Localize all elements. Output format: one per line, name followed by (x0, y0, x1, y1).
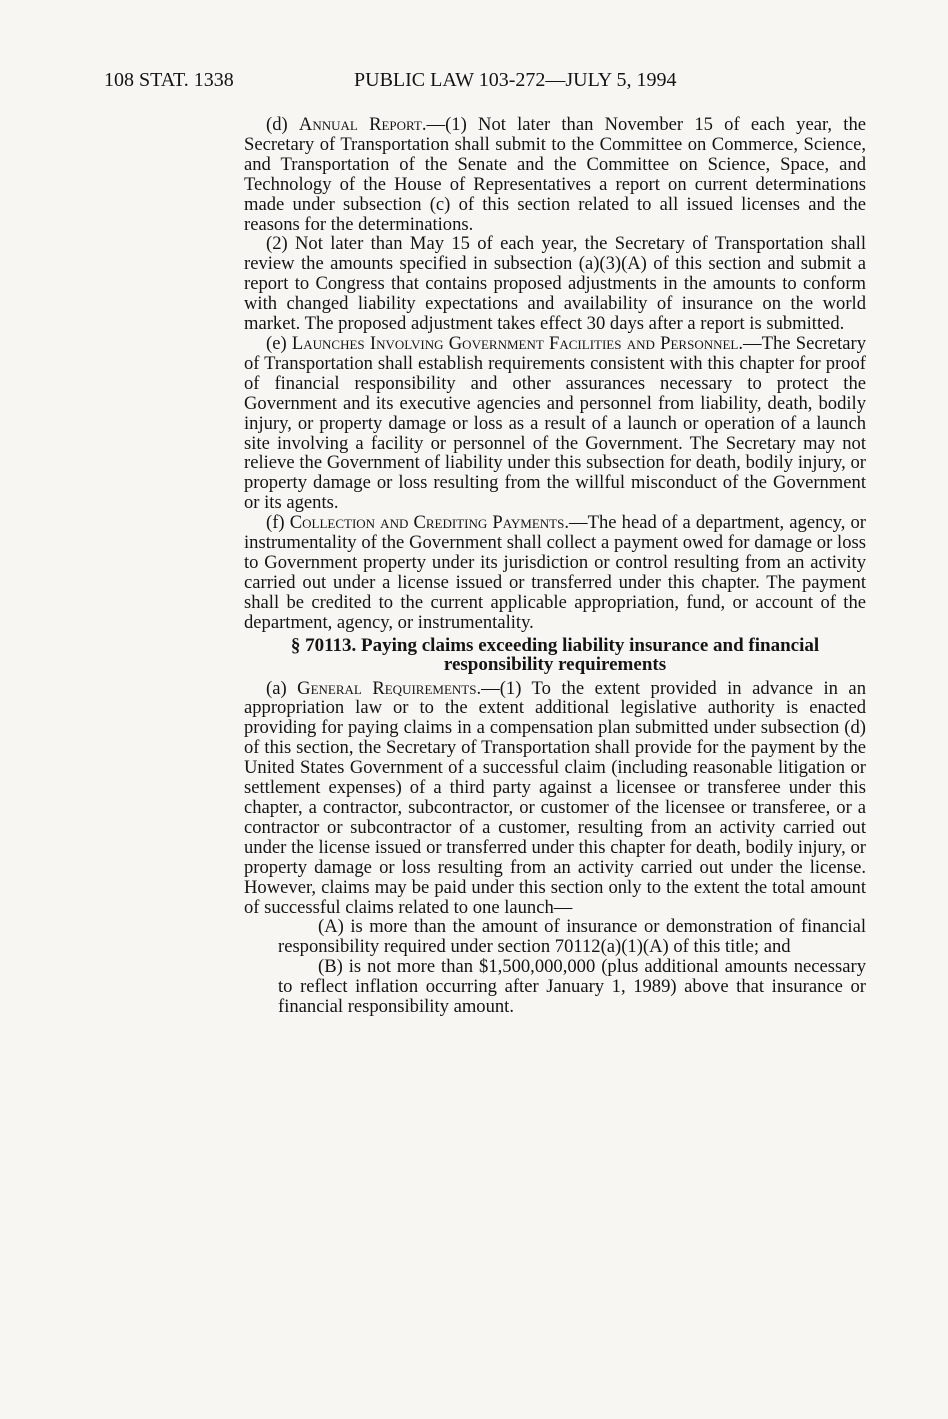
statute-page-number: 108 STAT. 1338 (104, 69, 234, 91)
section-title: Paying claims exceeding liability insurance and financial responsibility requirements (361, 634, 820, 675)
paragraph-text: —The Secretary of Transportation shall establish requirements consistent with this chapter for proof of financial responsibility and other assurances necessary to protect the Government and its executive agencies and personnel from liability, death, bodily injury, or property damage or loss as a result of a launch or operation of a launch site involving a facility or personnel of the Government. The Secretary may not relieve the Government of liability under this subsection for death, bodily injury, or property damage or loss resulting from the willful misconduct of the Government or its agents. (244, 332, 866, 514)
paragraph-heading: Collection and Crediting Payments. (289, 512, 570, 534)
paragraph-annual-report-1 (244, 115, 866, 234)
paragraph-text: —(1) Not later than November 15 of each year, the Secretary of Transportation shall submit to the Committee on Commerce, Science, and Transportation of the Senate and the Committee on Science, Space, and Technology of the House of Representatives a report on current determinations made under subsection (c) of this section related to all issued licenses and the reasons for the determinations. (244, 114, 866, 235)
paragraph-annual-report-2: (2) Not later than May 15 of each year, the Secretary of Transportation shall review the amounts specified in subsection (a)(3)(A) of this section and submit a report to Congress that contains proposed adjustments in the amounts to conform with changed liability expectations and availability of insurance on the world market. The proposed adjustment takes effect 30 days after a report is submitted. (244, 233, 866, 335)
paragraph-label: (e) (266, 332, 292, 354)
section-heading (244, 636, 866, 674)
paragraph-text: —(1) To the extent provided in advance in an appropriation law or to the extent additional legislative authority is enacted providing for paying claims in a compensation plan submitted under subsection (d) of this section, the Secretary of Transportation shall provide for the payment by the United States Government of a successful claim (including reasonable litigation or settlement expenses) of a third party against a licensee or transferee under this chapter, a contractor, subcontractor, or customer of the licensee or transferee, or a contractor or subcontractor of a customer, resulting from an activity carried out under the license issued or transferred under this chapter for death, bodily injury, or property damage or loss resulting from an activity carried out under the license. However, claims may be paid under this section only to the extent the total amount of successful claims related to one launch— (244, 677, 866, 918)
paragraph-heading: Annual Report. (298, 114, 427, 135)
paragraph-heading: Launches Involving Government Facilities and Personnel. (291, 332, 744, 354)
section-number: § 70113. (290, 634, 357, 656)
paragraph-launches-government (244, 334, 866, 513)
paragraph-label: (f) (266, 512, 290, 534)
public-law-citation: PUBLIC LAW 103-272—JULY 5, 1994 (354, 69, 677, 91)
paragraph-label: (a) (266, 677, 298, 699)
paragraph-collection-payments (244, 513, 866, 632)
paragraph-general-requirements (244, 679, 866, 918)
paragraph-label: (d) (266, 114, 299, 135)
page-header (104, 66, 864, 94)
subparagraph-a: (A) is more than the amount of insurance or demonstration of financial responsibility required under section 70112(a)(1)(A) of this title; and (278, 916, 866, 958)
paragraph-text: —The head of a department, agency, or instrumentality of the Government shall collect a payment owed for damage or loss to Government property under its jurisdiction or control resulting from an activity carried out under a license issued or transferred under this chapter. The payment shall be credited to the current applicable appropriation, fund, or account of the department, agency, or instrumentality. (244, 512, 866, 633)
document-body (244, 115, 866, 1017)
subparagraph-b: (B) is not more than $1,500,000,000 (plus additional amounts necessary to reflect inflation occurring after January 1, 1989) above that insurance or financial responsibility amount. (278, 956, 866, 1018)
paragraph-heading: General Requirements. (297, 677, 482, 699)
